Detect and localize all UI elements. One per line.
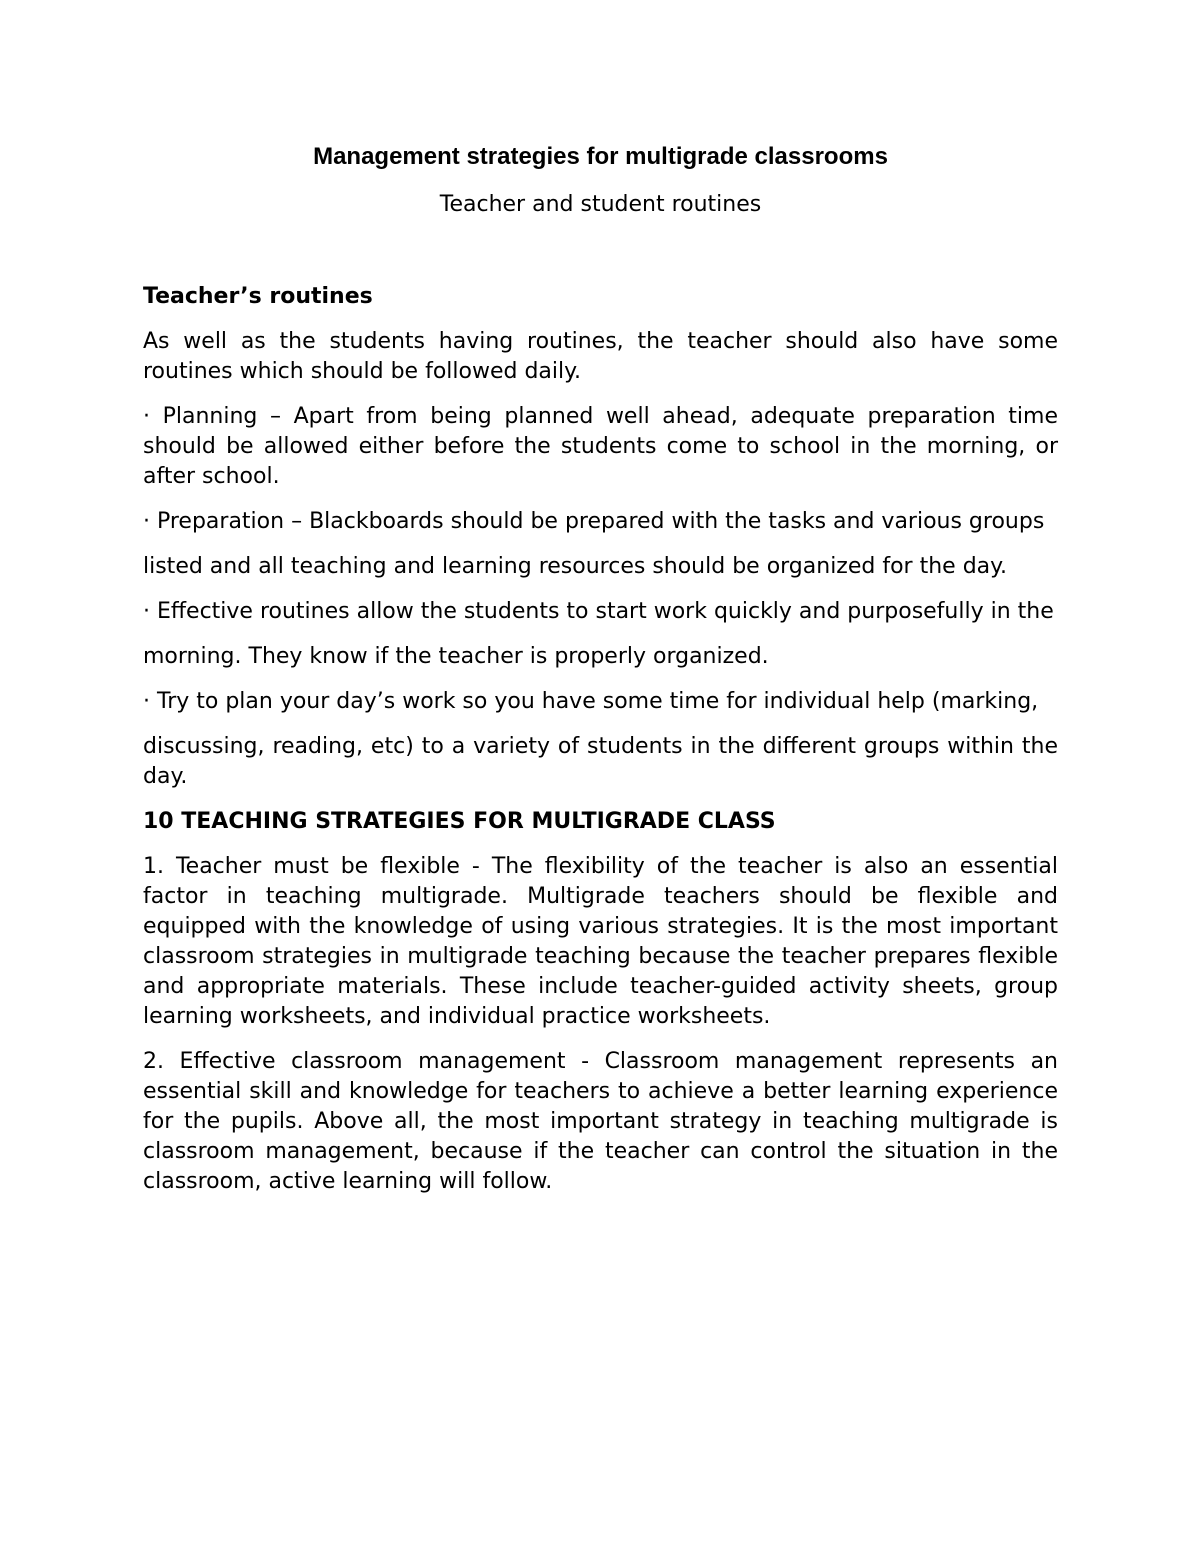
bullet-preparation: · Preparation – Blackboards should be prepared with the tasks and various groups bbox=[143, 509, 1045, 534]
paragraph: As well as the students having routines, the teacher should also have some routines which should be followed daily. bbox=[143, 329, 1058, 384]
paragraph: discussing, reading, etc) to a variety of students in the different groups within the day. bbox=[143, 734, 1058, 789]
strategy-item-1: 1. Teacher must be flexible - The flexibility of the teacher is also an essential factor in teaching multigrade. Multigrade teachers should be flexible and equipped with the knowledge of using various strategies. It is the most important classroom strategies in multigrade teaching because the teacher prepares flexible and appropriate materials. These include teacher-guided activity sheets, group learning worksheets, and individual practice worksheets. bbox=[143, 854, 1058, 1029]
section-heading-teaching-strategies: 10 TEACHING STRATEGIES FOR MULTIGRADE CLASS bbox=[143, 809, 776, 834]
document-title: Management strategies for multigrade classrooms bbox=[313, 143, 888, 170]
section-heading-teachers-routines: Teacher’s routines bbox=[143, 284, 373, 309]
document-body bbox=[143, 138, 1058, 1212]
bullet-effective-routines: · Effective routines allow the students to start work quickly and purposefully in the bbox=[143, 599, 1054, 624]
paragraph: morning. They know if the teacher is properly organized. bbox=[143, 644, 769, 669]
bullet-plan-your-day: · Try to plan your day’s work so you have some time for individual help (marking, bbox=[143, 689, 1039, 714]
paragraph: listed and all teaching and learning resources should be organized for the day. bbox=[143, 554, 1008, 579]
document-subtitle: Teacher and student routines bbox=[439, 192, 762, 217]
bullet-planning: · Planning – Apart from being planned well ahead, adequate preparation time should be allowed either before the students come to school in the morning, or after school. bbox=[143, 404, 1058, 489]
strategy-item-2: 2. Effective classroom management - Classroom management represents an essential skill and knowledge for teachers to achieve a better learning experience for the pupils. Above all, the most important strategy in teaching multigrade is classroom management, because if the teacher can control the situation in the classroom, active learning will follow. bbox=[143, 1049, 1058, 1194]
